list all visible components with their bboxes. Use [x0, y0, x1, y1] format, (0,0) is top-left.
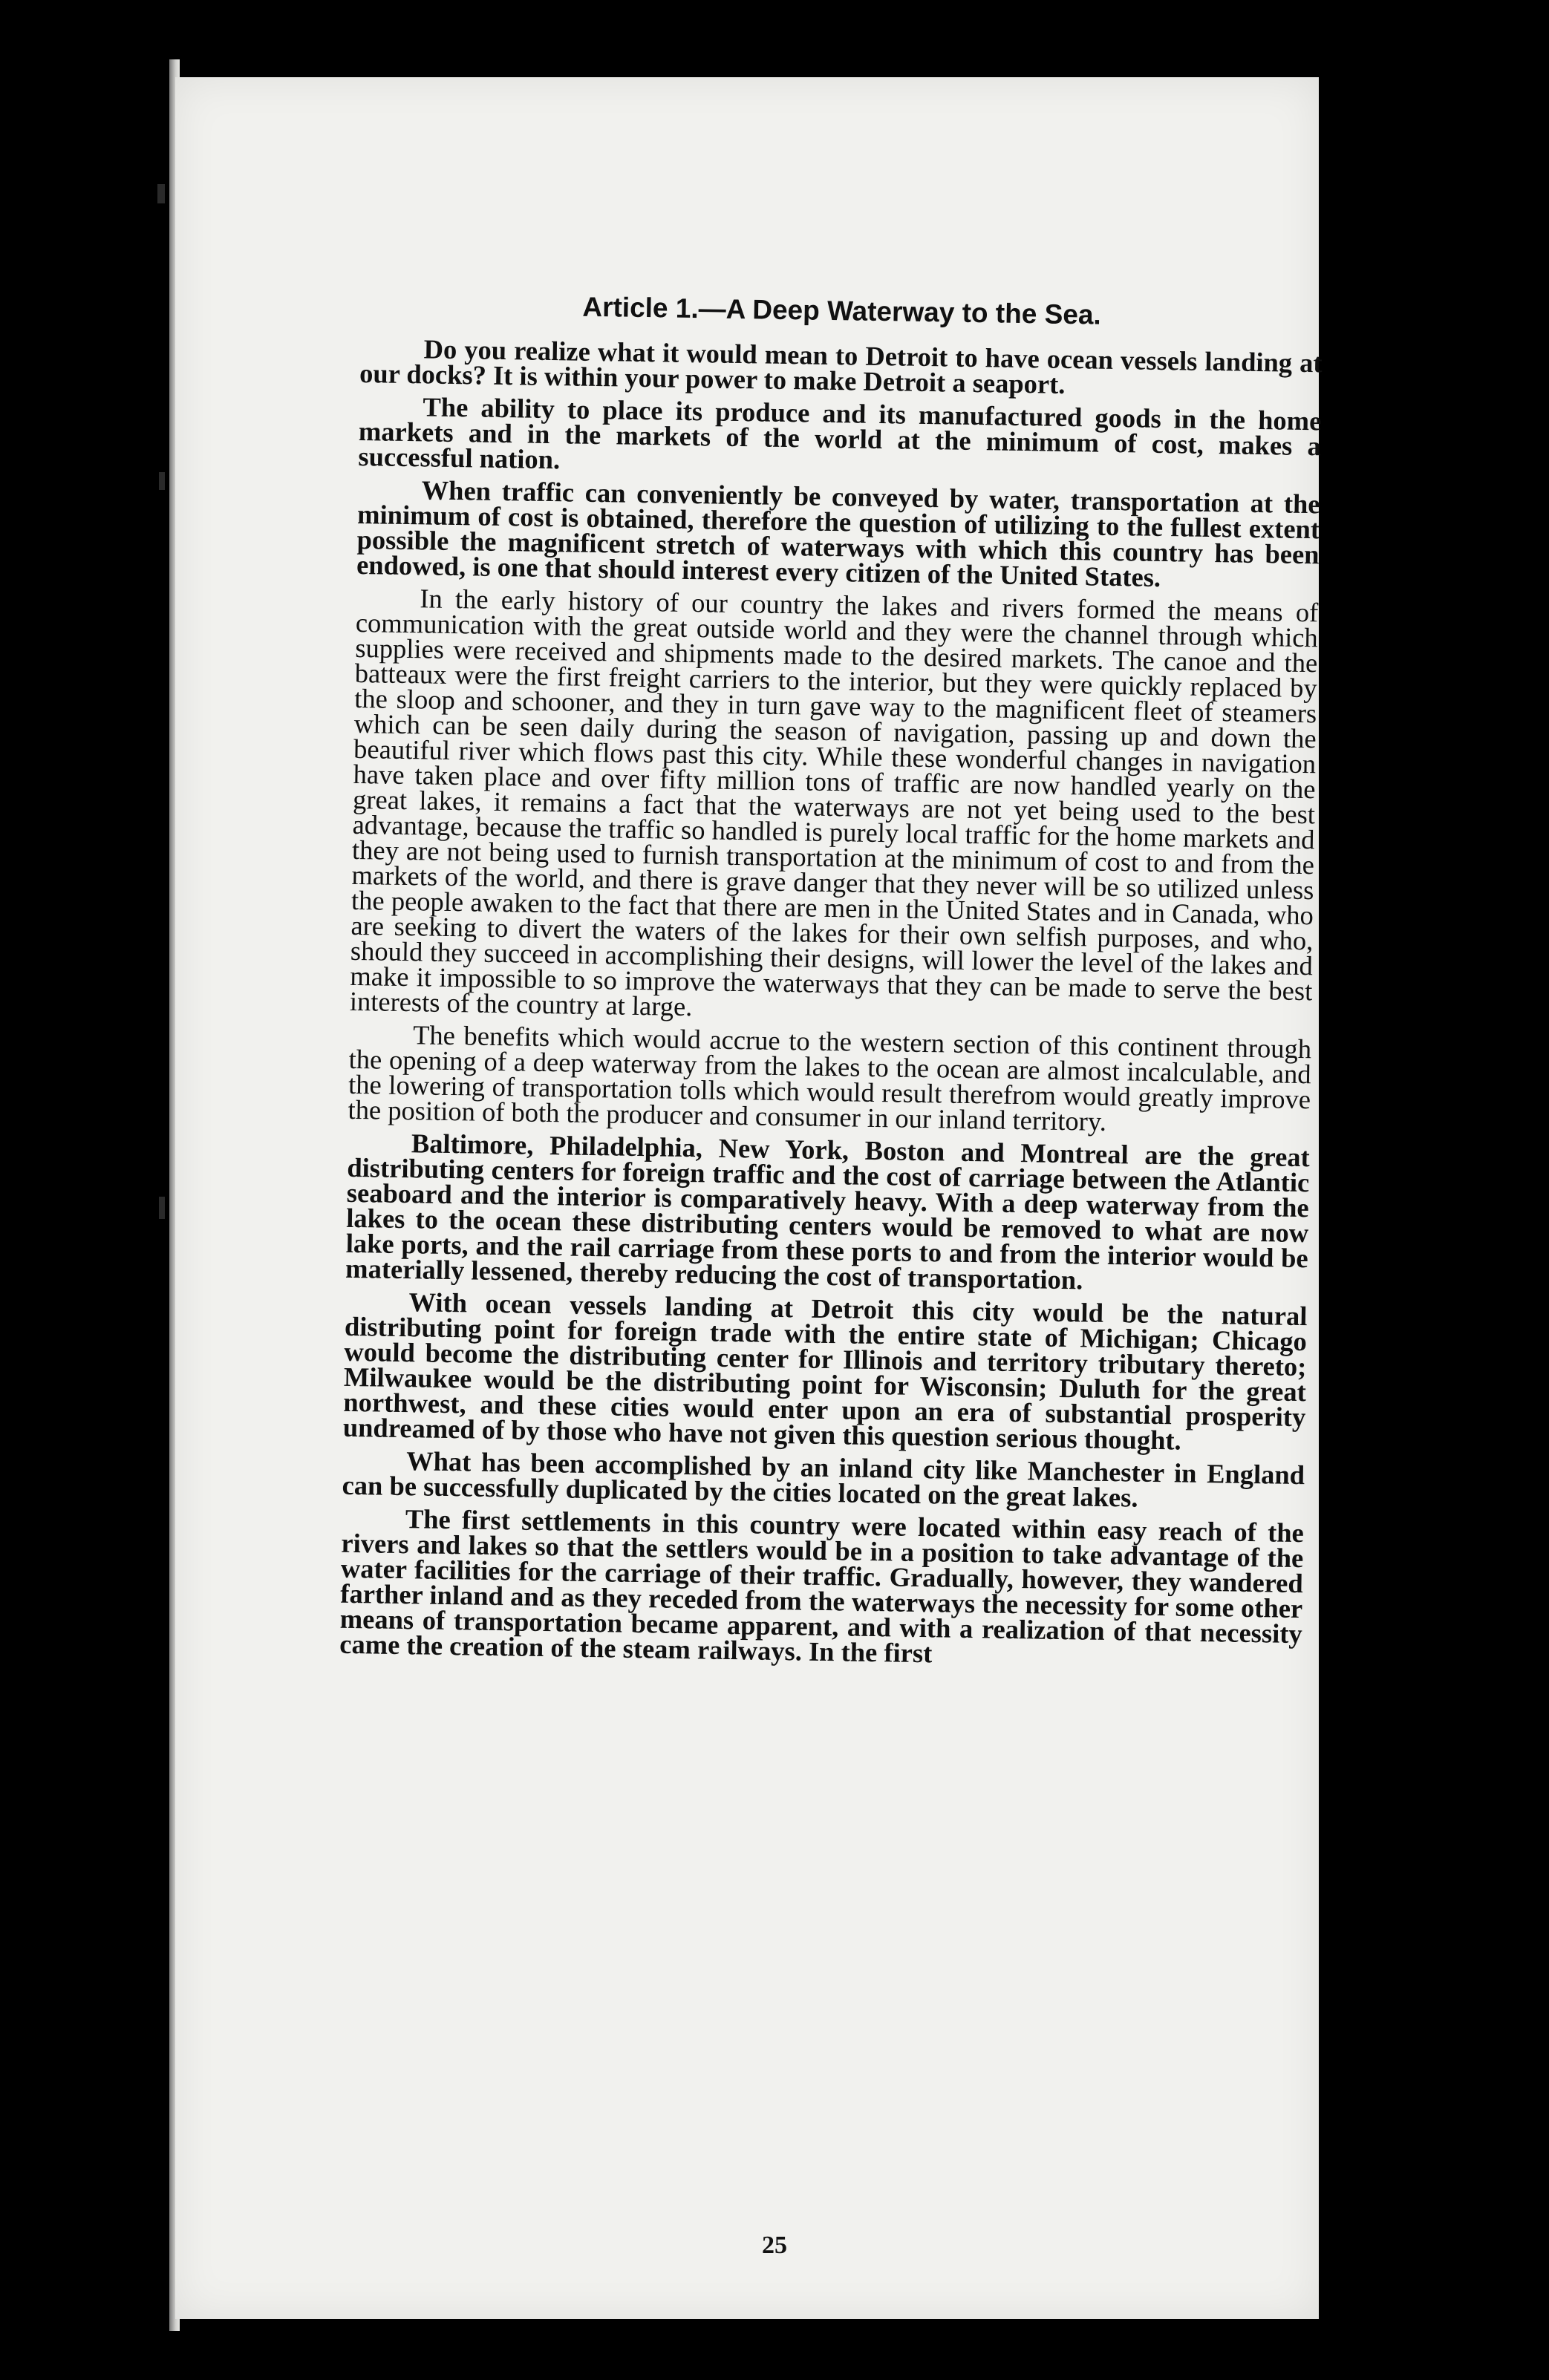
- paragraph: What has been accomplished by an inland city like Manchester in England can be successfully duplicated by the cities located on the great lakes.: [342, 1445, 1305, 1513]
- margin-mark: [159, 472, 165, 490]
- paragraph: In the early history of our country the lakes and rivers formed the means of communication with the great outside world and they were the channel through which supplies were received and shipments made to the desired markets. The canoe and the batteaux were the first freight carriers to the interior, but they were quickly replaced by the sloop and schooner, and they in turn gave way to the magnificent fleet of steamers which can be seen daily during the season of navigation, passing up and down the beautiful river which flows past this city. While these wonderful changes in navigation have taken place and over fifty million tons of traffic are now handled yearly on the great lakes, it remains a fact that the waterways are not yet being used to the best advantage, because the traffic so handled is purely local traffic for the home markets and they are not being used to furnish transportation at the minimum of cost to and from the markets of the world, and there is grave danger that they never will be so utilized unless the people awaken to the fact that there are men in the United States and in Canada, who are seeking to divert the waters of the lakes for their own selfish purposes, and who, should they succeed in accomplishing their designs, will lower the level of the lakes and make it impossible to so improve the waterways that they can be made to serve the best interests of the country at large.: [349, 583, 1319, 1022]
- paragraph: The first settlements in this country were located within easy reach of the rivers and lakes so that the settlers would be in a position to take advantage of the water facilities for the carriage of their traffic. Gradually, however, they wandered farther inland and as they receded from the waterways the necessity for some other means of transportation became apparent, and with a realization of that necessity came the creation of the steam railways. In the first: [339, 1503, 1305, 1669]
- margin-mark: [159, 1197, 165, 1219]
- margin-mark: [157, 184, 165, 203]
- paragraph: The ability to place its produce and its manufactured goods in the home markets and in the markets of the world at the minimum of cost, makes a successful nation.: [358, 391, 1322, 475]
- article: [339, 288, 1323, 1679]
- paragraph: Do you realize what it would mean to Detroit to have ocean vessels landing at our docks? It is within your power to make Detroit a seaport.: [359, 333, 1323, 399]
- paragraph: The benefits which would accrue to the western section of this continent through the opening of a deep waterway from the lakes to the ocean are almost incalculable, and the lowering of transportation tolls which would result therefrom would greatly improve the position of both the producer and consumer in our inland territory.: [348, 1019, 1312, 1137]
- paragraph: When traffic can conveniently be conveyed by water, transportation at the minimum of cost is obtained, therefore the question of utilizing to the fullest extent possible the magnificent stretch of waterways with which this country has been endowed, is one that should interest every citizen of the United States.: [356, 474, 1320, 592]
- paragraph: With ocean vessels landing at Detroit this city would be the natural distributing point for foreign trade with the entire state of Michigan; Chicago would become the distributing center for Illinois and territory tributary thereto; Milwaukee would be the distributing point for Wisconsin; Duluth for the great northwest, and these cities would enter upon an era of substantial prosperity undreamed of by those who have not given this question serious thought.: [342, 1287, 1308, 1456]
- page-number: 25: [762, 2232, 787, 2259]
- paragraph: Baltimore, Philadelphia, New York, Boston and Montreal are the great distributing centers for foreign traffic and the cost of carriage between the Atlantic seaboard and the interior is comparatively heavy. With a deep waterway from the lakes to the ocean these distributing centers would be removed to what are now lake ports, and the rail carriage from these ports to and from the interior would be materially lessened, thereby reducing the cost of transportation.: [345, 1128, 1311, 1295]
- article-title: Article 1.—A Deep Waterway to the Sea.: [582, 291, 1102, 330]
